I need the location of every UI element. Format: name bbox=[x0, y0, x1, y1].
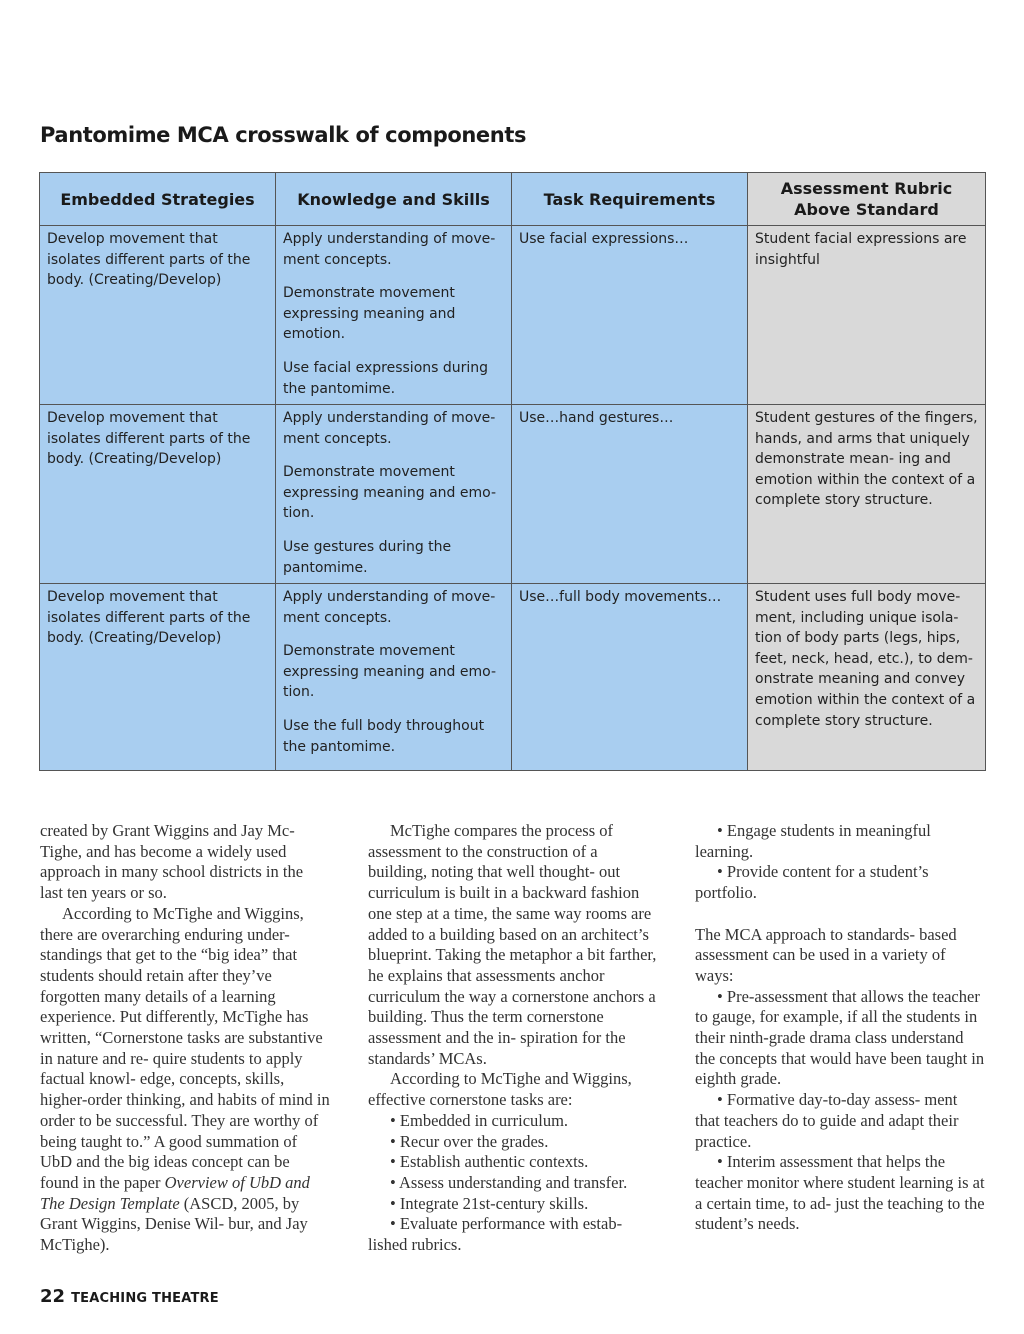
task-cell: Use…hand gestures… bbox=[512, 405, 748, 584]
paragraph-text: According to McTighe and Wiggins, there are overarching enduring under- standings that get to the “big idea” that students should retain after they’ve forgotten many details of a learning experience. Put differently, McTighe has written, “Cornerstone tasks are substantive in nature and re- quire students to apply factual knowl- edge, concepts, skills, higher-order thinking, and habits of mind in order to be successful. They are worthy of being taught to.” A good summation of UbD and the big ideas concept can be found in the paper bbox=[40, 903, 330, 1192]
header-knowledge-and-skills: Knowledge and Skills bbox=[276, 173, 512, 226]
knowledge-item: Demonstrate movement expressing meaning and emotion. bbox=[283, 285, 456, 343]
crosswalk-table bbox=[39, 172, 986, 771]
knowledge-item: Apply understanding of move- ment concepts. bbox=[283, 589, 496, 626]
table-row bbox=[40, 584, 986, 771]
article-column-3 bbox=[695, 821, 985, 1235]
header-assessment-rubric-text: Assessment Rubric Above Standard bbox=[780, 179, 953, 219]
list-item: • Pre-assessment that allows the teacher to gauge, for example, if all the students in their ninth-grade drama class understand the concepts that would have been taught in eighth grade. bbox=[695, 986, 985, 1089]
knowledge-item: Demonstrate movement expressing meaning and emo- tion. bbox=[283, 464, 497, 522]
paragraph: created by Grant Wiggins and Jay Mc- Tighe, and has become a widely used approach in many school districts in the last ten years or so. bbox=[40, 821, 304, 903]
rubric-cell: Student facial expressions are insightful bbox=[748, 226, 986, 405]
spacer bbox=[695, 904, 985, 925]
knowledge-cell bbox=[276, 405, 512, 584]
task-cell: Use facial expressions… bbox=[512, 226, 748, 405]
list-item: • Establish authentic contexts. bbox=[390, 1152, 589, 1172]
header-assessment-rubric bbox=[748, 173, 986, 226]
knowledge-item: Demonstrate movement expressing meaning and emo- tion. bbox=[283, 643, 497, 701]
knowledge-cell bbox=[276, 584, 512, 771]
header-task-requirements: Task Requirements bbox=[512, 173, 748, 226]
list-item: • Recur over the grades. bbox=[390, 1131, 549, 1151]
table-row bbox=[40, 405, 986, 584]
list-item: • Engage students in meaningful learning. bbox=[695, 821, 931, 861]
page-title: Pantomime MCA crosswalk of components bbox=[40, 123, 527, 147]
table-row bbox=[40, 226, 986, 405]
knowledge-item: Apply understanding of move- ment concepts. bbox=[283, 231, 496, 268]
knowledge-item: Use gestures during the pantomime. bbox=[283, 538, 452, 576]
list-item: • Provide content for a student’s portfolio. bbox=[695, 862, 929, 903]
article-column-2 bbox=[368, 821, 660, 1256]
knowledge-item: Use facial expressions during the pantomime. bbox=[283, 359, 489, 397]
list-item: • Integrate 21st-century skills. bbox=[390, 1193, 589, 1213]
article-column-1 bbox=[40, 821, 330, 1256]
knowledge-item: Apply understanding of move- ment concepts. bbox=[283, 410, 496, 447]
strategy-cell: Develop movement that isolates different parts of the body. (Creating/Develop) bbox=[40, 584, 276, 771]
paper-title: Overview of UbD and The Design Template bbox=[40, 1172, 310, 1213]
list-item: • Formative day-to-day assess- ment that teachers do to guide and adapt their practice. bbox=[695, 1090, 959, 1151]
rubric-cell: Student uses full body move- ment, including unique isola- tion of body parts (legs, hips, feet, neck, head, etc.), to dem- onstrate meaning and convey emotion within the context of a complete story structure. bbox=[748, 584, 986, 771]
paragraph-text: (ASCD, 2005, by Grant Wiggins, Denise Wil- bur, and Jay McTighe). bbox=[40, 1193, 308, 1255]
knowledge-item: Use the full body throughout the pantomime. bbox=[283, 717, 485, 755]
rubric-cell: Student gestures of the fingers, hands, and arms that uniquely demonstrate mean- ing and emotion within the context of a complete story structure. bbox=[748, 405, 986, 584]
list-item: • Interim assessment that helps the teacher monitor where student learning is at a certain time, to ad- just the teaching to the student’s needs. bbox=[695, 1152, 985, 1234]
header-embedded-strategies: Embedded Strategies bbox=[40, 173, 276, 226]
list-item: • Embedded in curriculum. bbox=[390, 1110, 569, 1130]
list-item: • Evaluate performance with estab- lished rubrics. bbox=[368, 1214, 623, 1255]
strategy-cell: Develop movement that isolates different parts of the body. (Creating/Develop) bbox=[40, 405, 276, 584]
paragraph: According to McTighe and Wiggins, effective cornerstone tasks are: bbox=[368, 1069, 632, 1110]
list-item: • Assess understanding and transfer. bbox=[390, 1172, 628, 1192]
knowledge-cell bbox=[276, 226, 512, 405]
publication-name: TEACHING THEATRE bbox=[71, 1291, 219, 1306]
paragraph bbox=[40, 904, 330, 1256]
paragraph: The MCA approach to standards- based assessment can be used in a variety of ways: bbox=[695, 924, 957, 985]
task-cell: Use…full body movements… bbox=[512, 584, 748, 771]
strategy-cell: Develop movement that isolates different parts of the body. (Creating/Develop) bbox=[40, 226, 276, 405]
paragraph: McTighe compares the process of assessment to the construction of a building, noting that well thought- out curriculum is built in a backward fashion one step at a time, the same way rooms are added to a building based on an architect’s blueprint. Taking the metaphor a bit farther, he explains that assessments anchor curriculum the way a cornerstone anchors a building. Thus the term cornerstone assessment and the in- spiration for the standards’ MCAs. bbox=[368, 821, 657, 1068]
page-footer bbox=[40, 1286, 219, 1307]
page-number: 22 bbox=[40, 1286, 66, 1307]
